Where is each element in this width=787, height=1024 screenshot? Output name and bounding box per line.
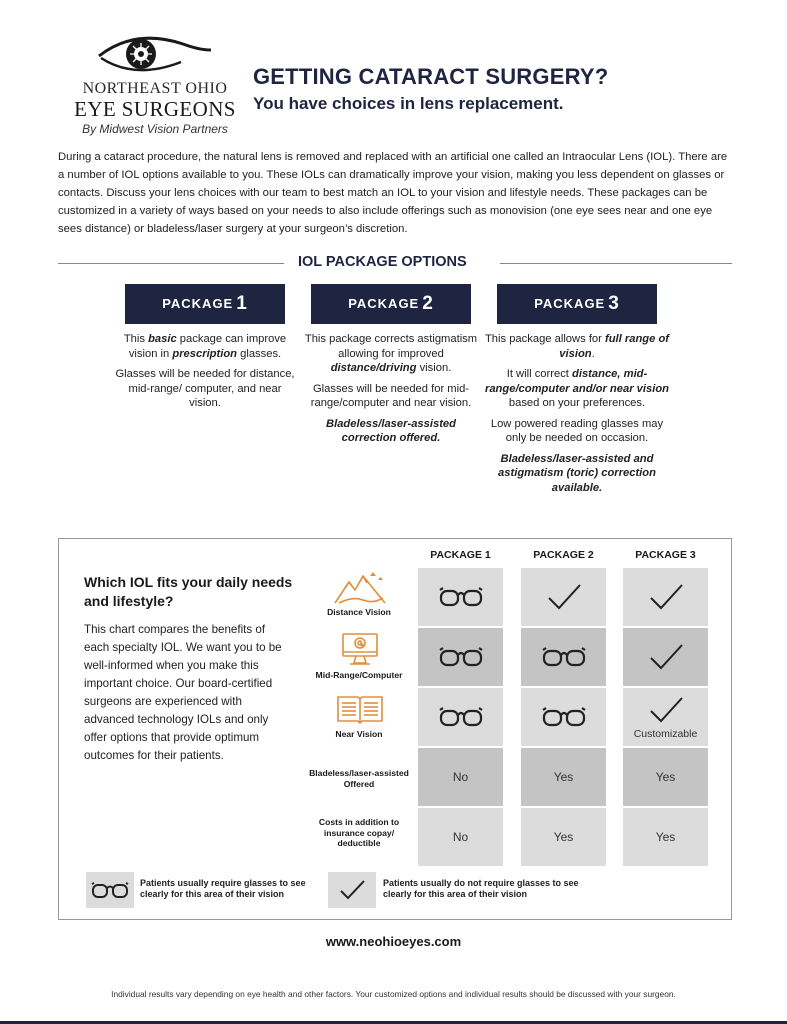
package-3-reading-note: Low powered reading glasses may only be needed on occasion. — [490, 417, 664, 444]
package-number: 1 — [236, 293, 248, 314]
package-3-summary: This package allows for full range of vision. — [484, 333, 670, 360]
package-2-header — [311, 284, 471, 324]
glasses-icon — [541, 644, 587, 670]
row-label-near: Near Vision — [335, 729, 383, 739]
legend-glasses-swatch — [86, 872, 134, 908]
package-1-description — [112, 332, 298, 417]
package-3-description — [484, 332, 670, 501]
headline — [253, 64, 608, 114]
eye-logo-icon — [95, 30, 215, 78]
comparison-question: Which IOL fits your daily needs and lifestyle? — [84, 574, 293, 609]
cell-value: Yes — [655, 830, 676, 844]
package-2-laser-note: Bladeless/laser-assisted correction offered. — [326, 417, 456, 444]
package-label: PACKAGE — [348, 296, 420, 311]
cell-value: No — [452, 770, 469, 784]
package-2-glasses-note: Glasses will be needed for mid-range/computer and near vision. — [310, 382, 472, 409]
cell-row3-package-3 — [623, 688, 708, 746]
cell-row5-package-2 — [521, 808, 606, 866]
package-label: PACKAGE — [534, 296, 606, 311]
package-number: 2 — [422, 293, 434, 314]
column-header-package-2: PACKAGE 2 — [533, 549, 594, 561]
section-title — [58, 254, 732, 274]
row-label-distance: Distance Vision — [327, 607, 391, 617]
legend-glasses-text: Patients usually require glasses to see clearly for this area of their vision — [140, 878, 306, 899]
glasses-icon — [438, 584, 484, 610]
logo-line-1: NORTHEAST OHIO — [82, 80, 228, 97]
cell-value: Yes — [553, 770, 574, 784]
cell-value: No — [452, 830, 469, 844]
cell-row1-package-3 — [623, 568, 708, 626]
glasses-icon — [541, 704, 587, 730]
checkmark-icon — [646, 641, 686, 673]
row-label-bladeless: Bladeless/laser-assisted Offered — [309, 768, 409, 789]
computer-icon — [340, 631, 380, 667]
cell-row2-package-1 — [418, 628, 503, 686]
divider-left — [58, 263, 284, 264]
row-label-mid-range: Mid-Range/Computer — [315, 670, 403, 680]
glasses-icon — [438, 704, 484, 730]
checkmark-icon — [337, 878, 367, 902]
company-logo — [70, 30, 240, 136]
cell-row1-package-1 — [418, 568, 503, 626]
package-3-header — [497, 284, 657, 324]
checkmark-icon — [646, 581, 686, 613]
website-url[interactable]: www.neohioeyes.com — [325, 934, 462, 949]
cell-row5-package-3 — [623, 808, 708, 866]
glasses-icon — [438, 644, 484, 670]
glasses-icon — [90, 879, 130, 901]
comparison-body: This chart compares the benefits of each specialty IOL. We want you to be well-informed when you make this important choice. Our board-certified surgeons are experienced with advanced technology IOLs and only offer options that provide optimum outcomes for their patients. — [84, 623, 282, 762]
checkmark-icon — [646, 694, 686, 726]
divider-right — [500, 263, 732, 264]
package-label: PACKAGE — [162, 296, 234, 311]
cell-row2-package-3 — [623, 628, 708, 686]
package-2-summary: This package corrects astigmatism allowing for improved distance/driving vision. — [304, 333, 478, 374]
row-label-costs: Costs in addition to insurance copay/ deductible — [318, 817, 400, 848]
cell-row5-package-1 — [418, 808, 503, 866]
cell-row3-package-1 — [418, 688, 503, 746]
disclaimer: Individual results vary depending on eye health and other factors. Your customized options and individual results should be discussed with your surgeon. — [111, 989, 676, 999]
checkmark-icon — [544, 581, 584, 613]
package-1-summary: This basic package can improve vision in prescription glasses. — [123, 333, 287, 360]
cell-row1-package-2 — [521, 568, 606, 626]
section-title-text: IOL PACKAGE OPTIONS — [298, 254, 467, 270]
package-2-description — [298, 332, 484, 452]
legend-check-swatch — [328, 872, 376, 908]
package-1-glasses-note: Glasses will be needed for distance, mid-range/ computer, and near vision. — [115, 368, 295, 409]
package-1-header — [125, 284, 285, 324]
cell-value: Yes — [655, 770, 676, 784]
package-3-laser-note: Bladeless/laser-assisted and astigmatism (toric) correction available. — [498, 452, 656, 494]
cell-value: Yes — [553, 830, 574, 844]
book-icon — [335, 693, 385, 727]
page-title: GETTING CATARACT SURGERY? — [253, 64, 609, 89]
intro-paragraph: During a cataract procedure, the natural lens is removed and replaced with an artificial one called an Intraocular Lens (IOL). There are a number of IOL options available to you. These IOLs can dramatically improve your vision, making you less dependent on glasses or contacts. Discuss your lens choices with our team to best match an IOL to your vision and lifestyle needs. These packages can be customized in a variety of ways based on your needs to also include offerings such as monovision (one eye sees near and one eye sees distance) or bladeless/laser surgery at your surgeon’s discretion. — [58, 151, 728, 235]
cell-row4-package-2 — [521, 748, 606, 806]
cell-row4-package-1 — [418, 748, 503, 806]
package-number: 3 — [608, 293, 620, 314]
logo-tagline: By Midwest Vision Partners — [82, 122, 228, 136]
legend-check-text: Patients usually do not require glasses to see clearly for this area of their vision — [383, 878, 579, 899]
package-3-correction-note: It will correct distance, mid-range/computer and/or near vision based on your preferences. — [484, 368, 669, 409]
column-header-package-1: PACKAGE 1 — [430, 549, 491, 561]
column-header-package-3: PACKAGE 3 — [635, 549, 696, 561]
cell-row3-package-2 — [521, 688, 606, 746]
cell-row2-package-2 — [521, 628, 606, 686]
cell-row4-package-3 — [623, 748, 708, 806]
mountains-icon — [333, 570, 387, 606]
page-subtitle: You have choices in lens replacement. — [253, 94, 564, 113]
logo-line-2: EYE SURGEONS — [74, 97, 236, 121]
customizable-note: Customizable — [633, 728, 698, 740]
